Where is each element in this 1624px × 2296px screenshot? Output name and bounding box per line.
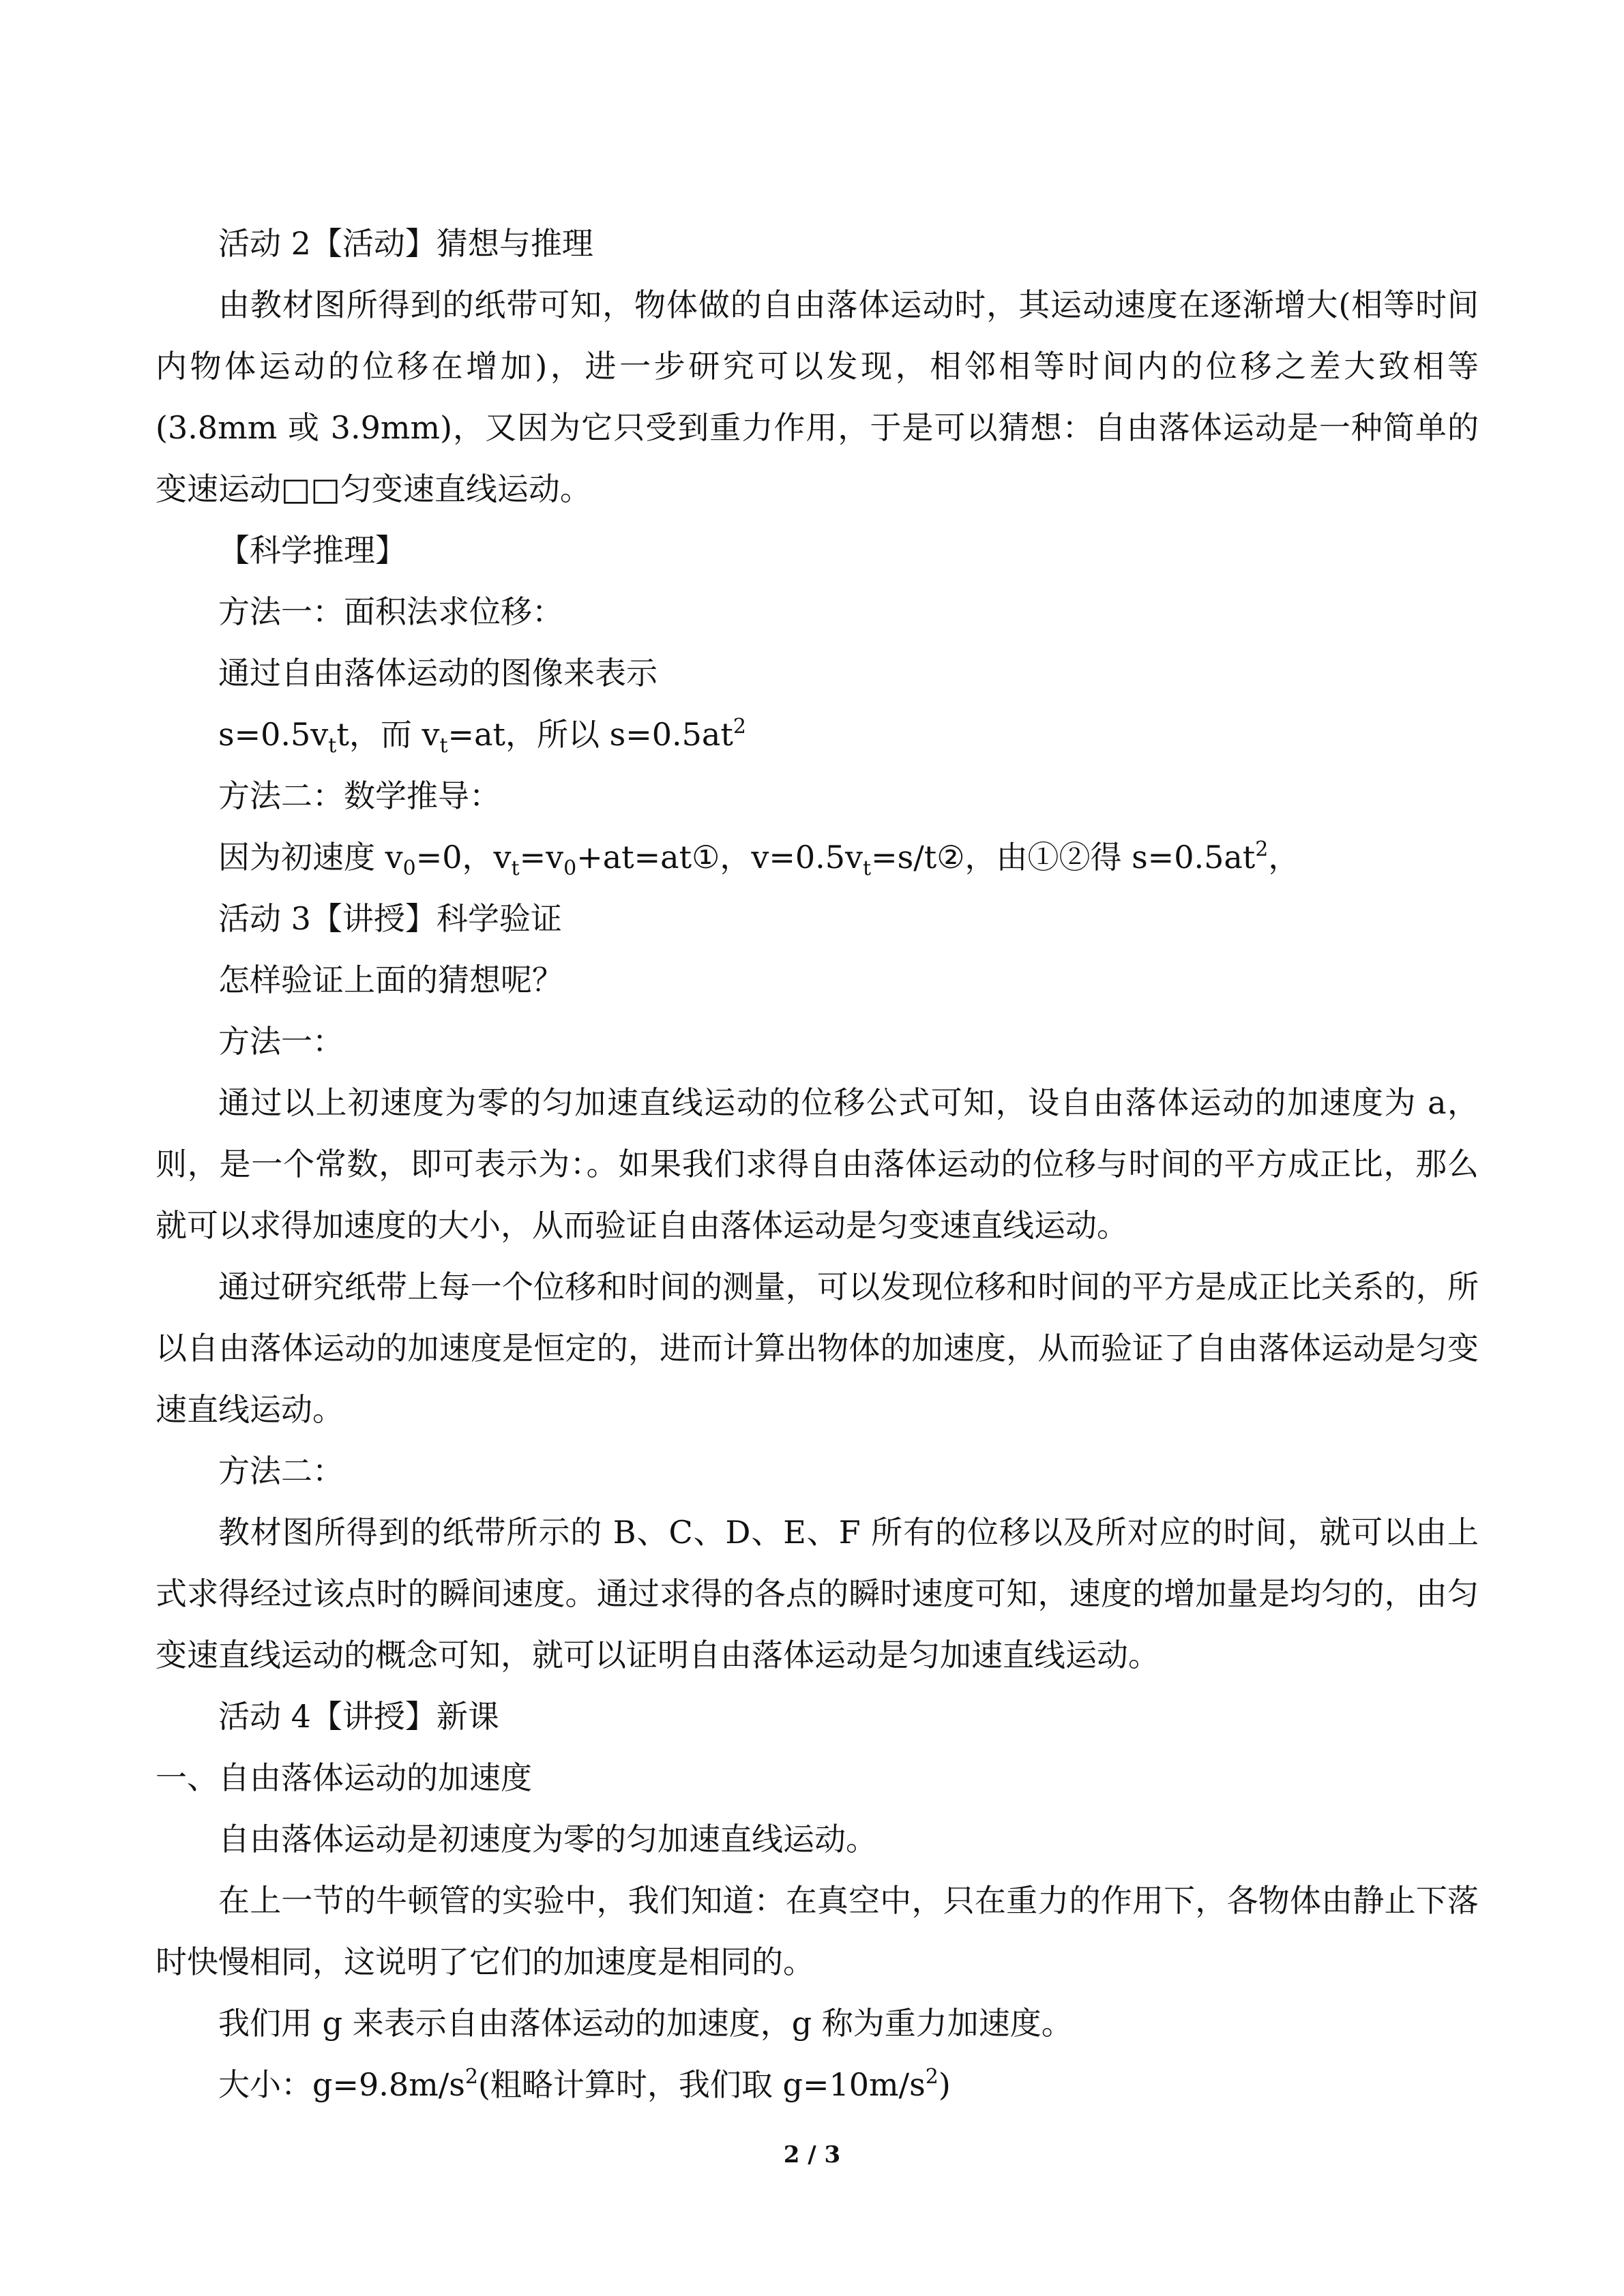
subscript: t bbox=[511, 856, 520, 880]
subscript: t bbox=[863, 856, 872, 880]
paragraph: 自由落体运动是初速度为零的匀加速直线运动。 bbox=[218, 1821, 877, 1858]
paragraph bbox=[156, 826, 1479, 888]
paragraph: 【科学推理】 bbox=[218, 532, 407, 569]
text-run: ， bbox=[1268, 839, 1300, 876]
paragraph: 活动 3【讲授】科学验证 bbox=[218, 900, 562, 937]
text-run: +at=at①，v=0.5v bbox=[576, 839, 863, 876]
paragraph: 方法二： bbox=[218, 1452, 344, 1489]
superscript: 2 bbox=[925, 2065, 939, 2089]
paragraph: 方法一： bbox=[218, 1023, 344, 1060]
superscript: 2 bbox=[733, 715, 746, 739]
paragraph bbox=[156, 704, 1479, 765]
paragraph: 通过以上初速度为零的匀加速直线运动的位移公式可知，设自由落体运动的加速度为 a，则，是一个常数，即可表示为：。如果我们求得自由落体运动的位移与时间的平方成正比，那么就可以求得加速度的大小，从而验证自由落体运动是匀变速直线运动。 bbox=[156, 1084, 1479, 1244]
subscript: 0 bbox=[402, 856, 416, 880]
paragraph: 方法二：数学推导： bbox=[218, 777, 501, 814]
text-run: (粗略计算时，我们取 g=10m/s bbox=[477, 2066, 926, 2103]
text-run: ) bbox=[938, 2066, 951, 2103]
paragraph: 在上一节的牛顿管的实验中，我们知道：在真空中，只在重力的作用下，各物体由静止下落时快慢相同，这说明了它们的加速度是相同的。 bbox=[156, 1882, 1479, 1980]
page-number: 2 / 3 bbox=[783, 2141, 841, 2168]
text-run: =at，所以 s=0.5at bbox=[447, 716, 733, 753]
paragraph: 活动 4【讲授】新课 bbox=[218, 1698, 499, 1735]
text-run: 因为初速度 v bbox=[218, 839, 403, 876]
text-run: =s/t②，由①②得 s=0.5at bbox=[871, 839, 1256, 876]
text-run: =0，v bbox=[415, 839, 512, 876]
paragraph: 通过研究纸带上每一个位移和时间的测量，可以发现位移和时间的平方是成正比关系的，所以自由落体运动的加速度是恒定的，进而计算出物体的加速度，从而验证了自由落体运动是匀变速直线运动。 bbox=[156, 1268, 1479, 1428]
section-heading: 一、自由落体运动的加速度 bbox=[156, 1759, 532, 1796]
paragraph: 怎样验证上面的猜想呢？ bbox=[218, 961, 563, 998]
paragraph: 我们用 g 来表示自由落体运动的加速度，g 称为重力加速度。 bbox=[218, 2005, 1073, 2042]
paragraph: 教材图所得到的纸带所示的 B、C、D、E、F 所有的位移以及所对应的时间，就可以由上式求得经过该点时的瞬间速度。通过求得的各点的瞬时速度可知，速度的增加量是均匀的，由匀变速直线运动的概念可知，就可以证明自由落体运动是匀加速直线运动。 bbox=[156, 1514, 1479, 1673]
paragraph: 方法一：面积法求位移： bbox=[218, 593, 563, 630]
document-body bbox=[156, 213, 1479, 2115]
paragraph: 由教材图所得到的纸带可知，物体做的自由落体运动时，其运动速度在逐渐增大(相等时间内物体运动的位移在增加)，进一步研究可以发现，相邻相等时间内的位移之差大致相等(3.8mm 或 3.9mm)，又因为它只受到重力作用，于是可以猜想：自由落体运动是一种简单的变速运动□□匀变速直线运动。 bbox=[156, 286, 1479, 507]
superscript: 2 bbox=[464, 2065, 478, 2089]
paragraph: 活动 2【活动】猜想与推理 bbox=[218, 225, 593, 262]
text-run: =v bbox=[519, 839, 564, 876]
text-run: s=0.5v bbox=[218, 716, 329, 753]
subscript: t bbox=[328, 734, 337, 758]
paragraph bbox=[156, 2054, 1479, 2115]
text-run: 大小：g=9.8m/s bbox=[218, 2066, 465, 2103]
paragraph: 通过自由落体运动的图像来表示 bbox=[218, 655, 658, 691]
subscript: t bbox=[439, 734, 448, 758]
text-run: t，而 v bbox=[336, 716, 440, 753]
subscript: 0 bbox=[563, 856, 577, 880]
superscript: 2 bbox=[1255, 837, 1269, 861]
